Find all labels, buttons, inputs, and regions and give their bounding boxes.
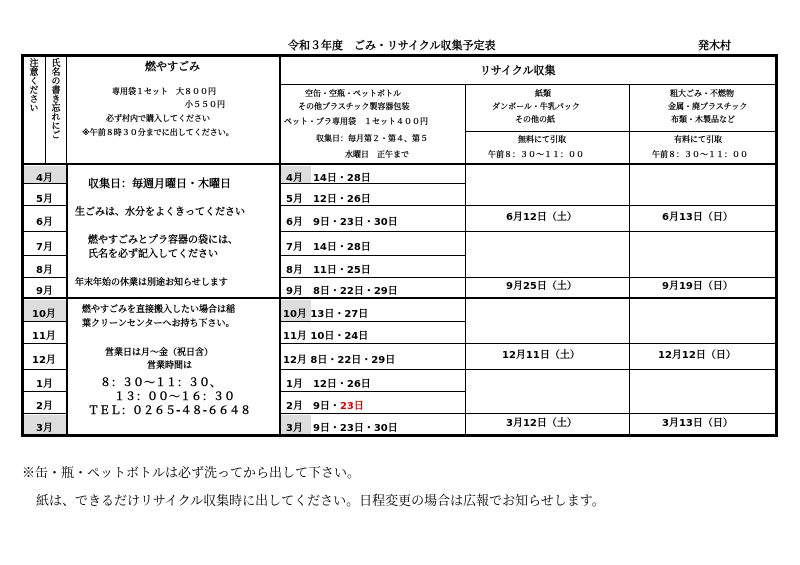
recycle-date-row: 11月 10日・24日 bbox=[283, 331, 369, 342]
footer-note-1: ※缶・瓶・ペットボトルは必ず洗ってから出して下さい。 bbox=[22, 466, 361, 481]
page-title: 令和３年度 ごみ・リサイクル収集予定表 bbox=[288, 39, 496, 52]
paper-date-mar: 3月12日（土） bbox=[506, 418, 577, 429]
footer-note-2: 紙は、できるだけリサイクル収集時に出してください。日程変更の場合は広報でお知らせします。 bbox=[36, 494, 605, 509]
recycle-date-row: 2月 9日・23日 bbox=[286, 401, 364, 412]
burnable-time-note: ※午前８時３０分までに出してください。 bbox=[82, 128, 234, 137]
burnable-purchase-note: 必ず村内で購入してください bbox=[106, 114, 210, 123]
paper-hours: 午前８：３０～１１：００ bbox=[488, 150, 584, 159]
paper-date-sep: 9月25日（土） bbox=[506, 281, 577, 292]
recycle-col1-line5: 水曜日 正午まで bbox=[345, 150, 409, 159]
paper-date-jun: 6月12日（土） bbox=[506, 212, 577, 223]
telephone: ＴＥＬ：０２６５-４８-６６４８ bbox=[88, 404, 252, 417]
recycle-date-row: 5月 12日・26日 bbox=[286, 194, 371, 205]
recycle-col1-line2: その他プラスチック製容器包装 bbox=[298, 102, 410, 111]
business-hours-1: ８：３０～１１：３０、 bbox=[100, 376, 221, 389]
bag-note-2: 氏名を必ず記入してください bbox=[88, 249, 218, 260]
recycle-date-row: 3月 9日・23日・30日 bbox=[286, 423, 398, 434]
direct-delivery-2: 葉クリーンセンターへお持ち下さい。 bbox=[82, 319, 235, 329]
recycle-col1-line1: 空缶・空瓶・ペットボトル bbox=[305, 89, 401, 98]
bulky-date-jun: 6月13日（日） bbox=[662, 212, 733, 223]
month-label: 1月 bbox=[36, 379, 53, 390]
business-hours-label: 営業時間は bbox=[147, 361, 193, 371]
yearend-note: 年末年始の休業は別途お知らせします bbox=[75, 278, 228, 288]
note-text-2: 氏名の書き忘れにご bbox=[49, 58, 60, 139]
recycle-col1-line4: 収集日：毎月第２・第４、第５ bbox=[316, 134, 428, 143]
bulky-hours: 午前８：３０～１１：００ bbox=[652, 150, 748, 159]
recycle-date-row: 1月 12日・26日 bbox=[286, 379, 371, 390]
business-hours-2: １３：００～１６：３０ bbox=[114, 390, 235, 403]
paper-other: その他の紙 bbox=[515, 115, 555, 124]
bulky-date-mar: 3月13日（日） bbox=[662, 418, 733, 429]
bulky-other: 布類・木製品など bbox=[671, 115, 735, 124]
village-name: 発木村 bbox=[698, 39, 731, 52]
bulky-paid-note: 有料にて引取 bbox=[674, 135, 722, 144]
bulky-title: 粗大ごみ・不燃物 bbox=[670, 89, 734, 98]
paper-items: ダンボール・牛乳パック bbox=[492, 102, 580, 111]
bulky-date-dec: 12月12日（日） bbox=[658, 350, 736, 361]
holiday-date: 23日 bbox=[339, 401, 364, 412]
month-label: 7月 bbox=[36, 242, 53, 253]
burnable-title: 燃やすごみ bbox=[145, 60, 200, 73]
paper-title: 紙類 bbox=[535, 89, 551, 98]
month-label: 10月 bbox=[32, 309, 56, 320]
month-label: 3月 bbox=[36, 423, 53, 434]
burnable-bag-price-large: 専用袋１セット 大８００円 bbox=[112, 87, 216, 96]
bulky-date-sep: 9月19日（日） bbox=[662, 281, 733, 292]
month-label: 9月 bbox=[36, 286, 53, 297]
collection-day: 収集日：毎週月曜日・木曜日 bbox=[88, 177, 231, 190]
bag-note-1: 燃やすごみとプラ容器の袋には、 bbox=[88, 235, 238, 246]
business-days: 営業日は月～金（祝日含） bbox=[105, 348, 214, 358]
recycle-date-row: 6月 9日・23日・30日 bbox=[286, 217, 398, 228]
recycle-date-row: 4月 14日・28日 bbox=[286, 173, 371, 184]
recycle-date-row: 12月 8日・22日・29日 bbox=[283, 355, 396, 366]
burnable-bag-price-small: 小５５０円 bbox=[185, 100, 225, 109]
recycle-date-row: 7月 14日・28日 bbox=[286, 242, 371, 253]
direct-delivery-1: 燃やすごみを直接搬入したい場合は稲 bbox=[82, 305, 236, 315]
month-label: 8月 bbox=[36, 265, 53, 276]
month-label: 6月 bbox=[36, 217, 53, 228]
bulky-items: 金属・廃プラスチック bbox=[668, 102, 748, 111]
month-label: 5月 bbox=[36, 194, 53, 205]
recycle-date-row: 9月 8日・22日・29日 bbox=[286, 286, 398, 297]
recycle-date-row: 8月 11日・25日 bbox=[286, 265, 371, 276]
month-label: 2月 bbox=[36, 401, 53, 412]
paper-date-dec: 12月11日（土） bbox=[502, 350, 580, 361]
recycle-col1-line3: ペット・プラ専用袋 １セット４００円 bbox=[284, 117, 428, 126]
note-text-1: 注意ください bbox=[27, 58, 38, 112]
recycle-title: リサイクル収集 bbox=[480, 64, 556, 77]
recycle-date-row: 10月 13日・27日 bbox=[283, 309, 369, 320]
month-label: 12月 bbox=[32, 355, 56, 366]
drain-tip: 生ごみは、水分をよくきってください bbox=[75, 207, 245, 218]
month-label: 4月 bbox=[36, 173, 53, 184]
paper-free-note: 無料にて引取 bbox=[518, 135, 566, 144]
month-label: 11月 bbox=[32, 331, 56, 342]
